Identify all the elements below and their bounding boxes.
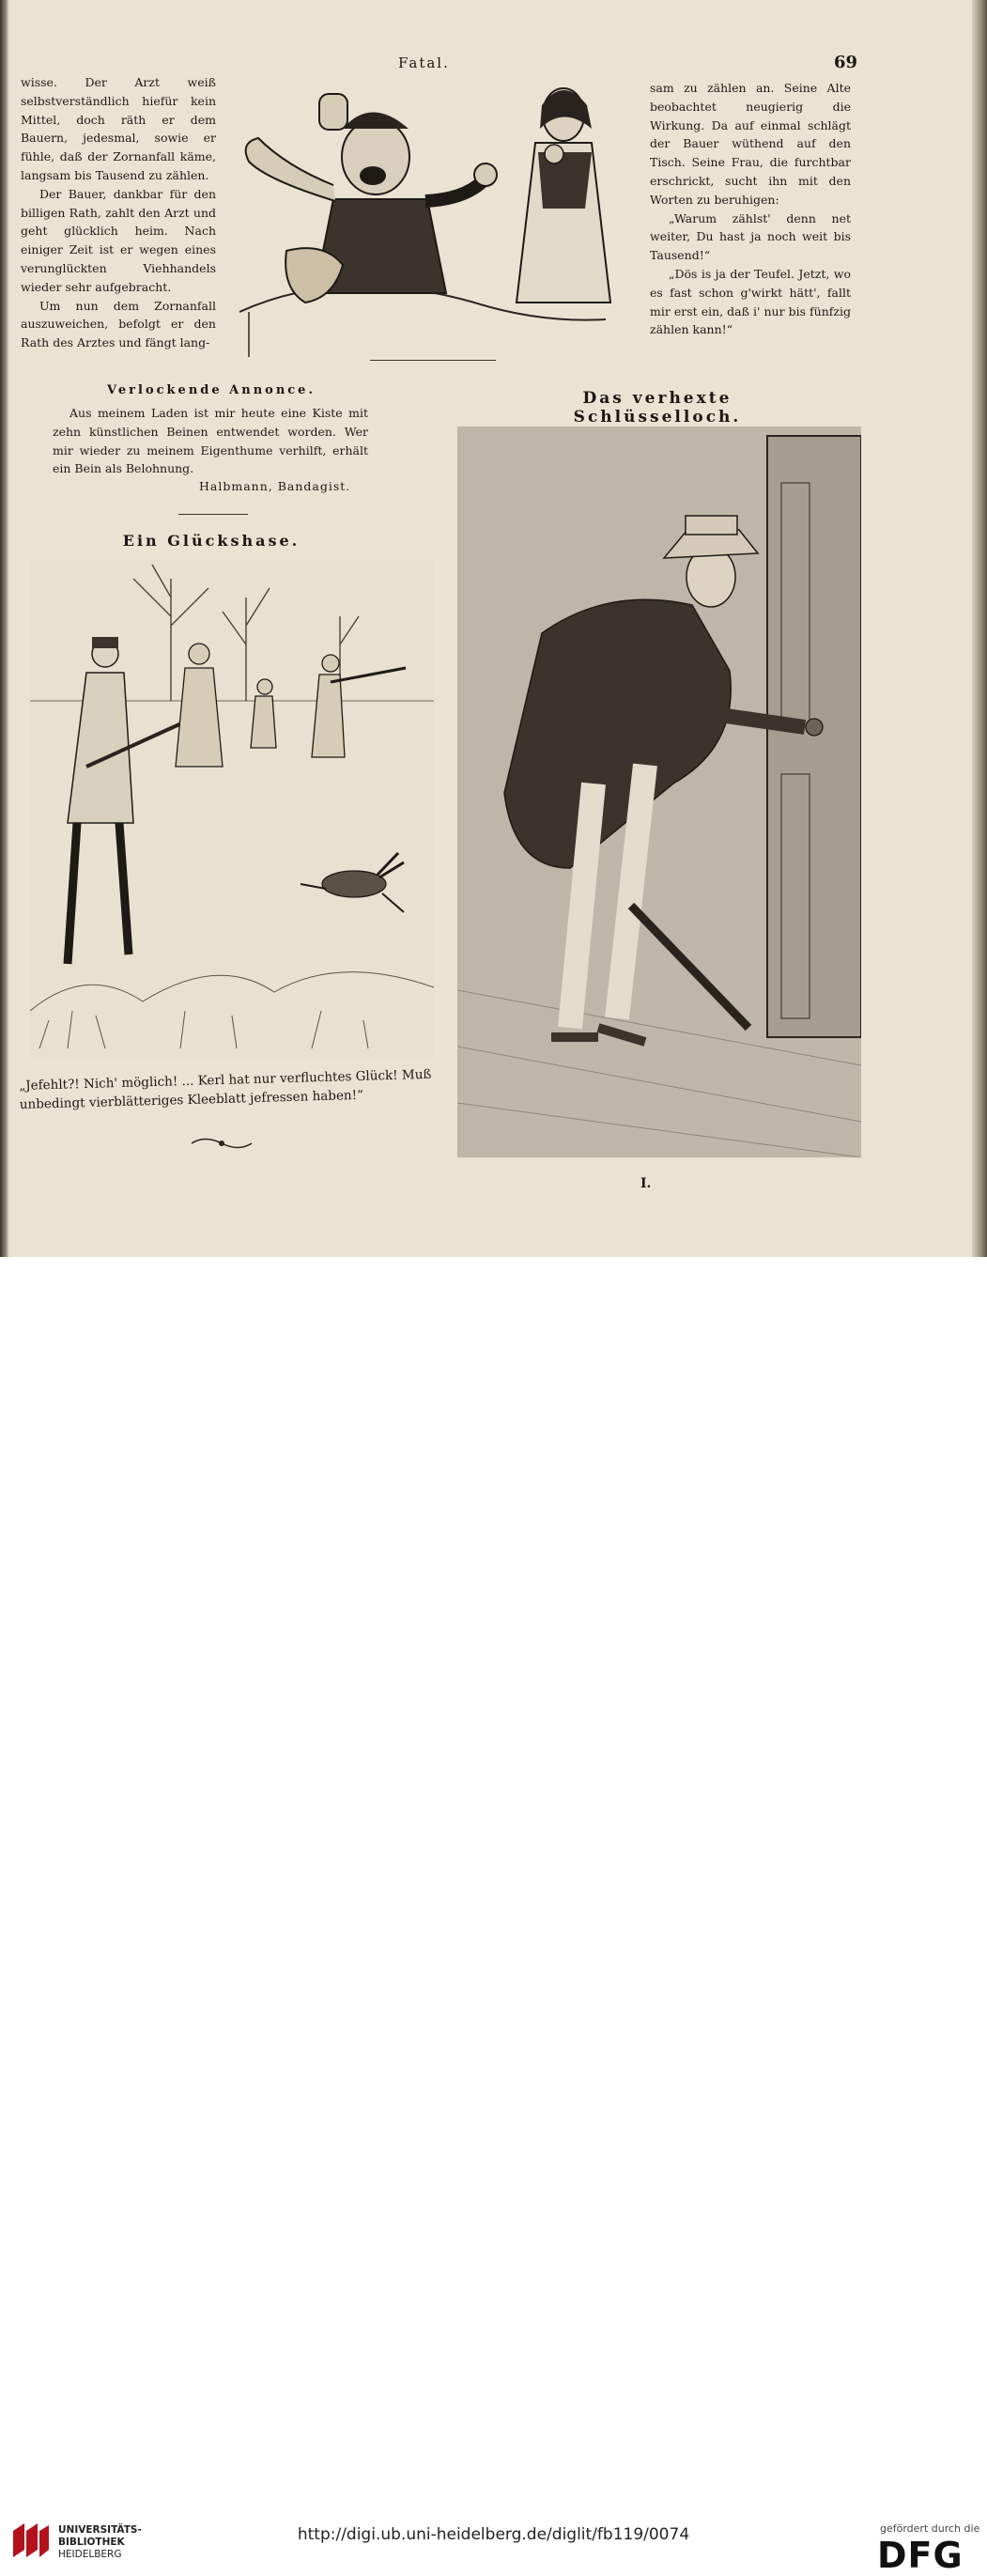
annonce-title: Verlockende Annonce.	[107, 383, 316, 397]
divider-rule	[370, 360, 496, 361]
page-edge-right	[972, 0, 987, 1257]
fatal-right-paragraph: „Dös is ja der Teufel. Jetzt, wo es fast schon g'wirkt hätt', fallt mir erst ein, daß i' nur bis fünfzig zählen kann!“	[650, 266, 851, 337]
farmer-figure	[246, 94, 497, 303]
scanned-page	[0, 0, 987, 1257]
annonce-signature: Halbmann, Bandagist.	[199, 479, 351, 493]
annonce-body	[53, 404, 368, 478]
gluckshase-title: Ein Glückshase.	[122, 532, 301, 550]
schluessel-illustration	[457, 427, 861, 1157]
fatal-left-column	[21, 73, 216, 352]
ornament	[188, 1135, 255, 1152]
funder-text: gefördert durch die	[880, 2522, 980, 2535]
fatal-left-paragraph: Der Bauer, dankbar für den billigen Rath, zahlt den Arzt und geht glücklich heim. Nach einiger Zeit ist er wegen eines verunglückten Viehhandels wieder sehr aufgebracht.	[21, 186, 216, 294]
annonce-text: Aus meinem Laden ist mir heute eine Kiste mit zehn künstlichen Beinen entwendet worden. Wer mir wieder zu meinem Eigenthume verhilft, erhält ein Bein als Belohnung.	[53, 406, 368, 476]
divider-rule	[178, 514, 248, 515]
fatal-illustration	[230, 77, 625, 359]
fatal-left-paragraph: Um nun dem Zornanfall auszuweichen, befolgt er den Rath des Arztes und fängt lang-	[21, 298, 216, 350]
fatal-right-paragraph: „Warum zählst' denn net weiter, Du hast ja noch weit bis Tausend!“	[650, 210, 851, 263]
library-line: HEIDELBERG	[58, 2549, 122, 2560]
schluessel-title: Das verhexte Schlüsselloch.	[573, 389, 742, 427]
farmer-wife-figure	[517, 88, 610, 303]
fatal-right-column	[650, 79, 851, 339]
page-number: 69	[834, 53, 858, 72]
header-title: Fatal.	[398, 54, 450, 71]
library-line: UNIVERSITÄTS-	[58, 2524, 142, 2536]
source-url-link[interactable]: http://digi.ub.uni-heidelberg.de/diglit/fb119/0074	[297, 2525, 690, 2544]
page-edge-left	[0, 0, 9, 1257]
schluessel-caption: I.	[640, 1176, 652, 1191]
gluckshase-illustration	[30, 560, 434, 1058]
footer-bar	[0, 1257, 987, 2576]
library-line: BIBLIOTHEK	[58, 2537, 125, 2548]
gluckshase-caption: „Jefehlt?! Nich' möglich! ... Kerl hat nur verfluchtes Glück! Muß unbedingt vierblätteriges Kleeblatt jefressen haben!“	[19, 1066, 432, 1112]
fatal-left-paragraph: wisse. Der Arzt weiß selbstverständlich hiefür kein Mittel, doch räth er dem Bauern, jedesmal, sowie er fühle, daß der Zornanfall käme, langsam bis Tausend zu zählen.	[21, 75, 216, 182]
dfg-logo: DFG	[877, 2535, 964, 2576]
fatal-right-paragraph: sam zu zählen an. Seine Alte beobachtet neugierig die Wirkung. Da auf einmal schlägt der Bauer wüthend auf den Tisch. Seine Frau, die furchtbar erschrickt, sucht ihn mit den Worten zu beruhigen:	[650, 81, 851, 207]
